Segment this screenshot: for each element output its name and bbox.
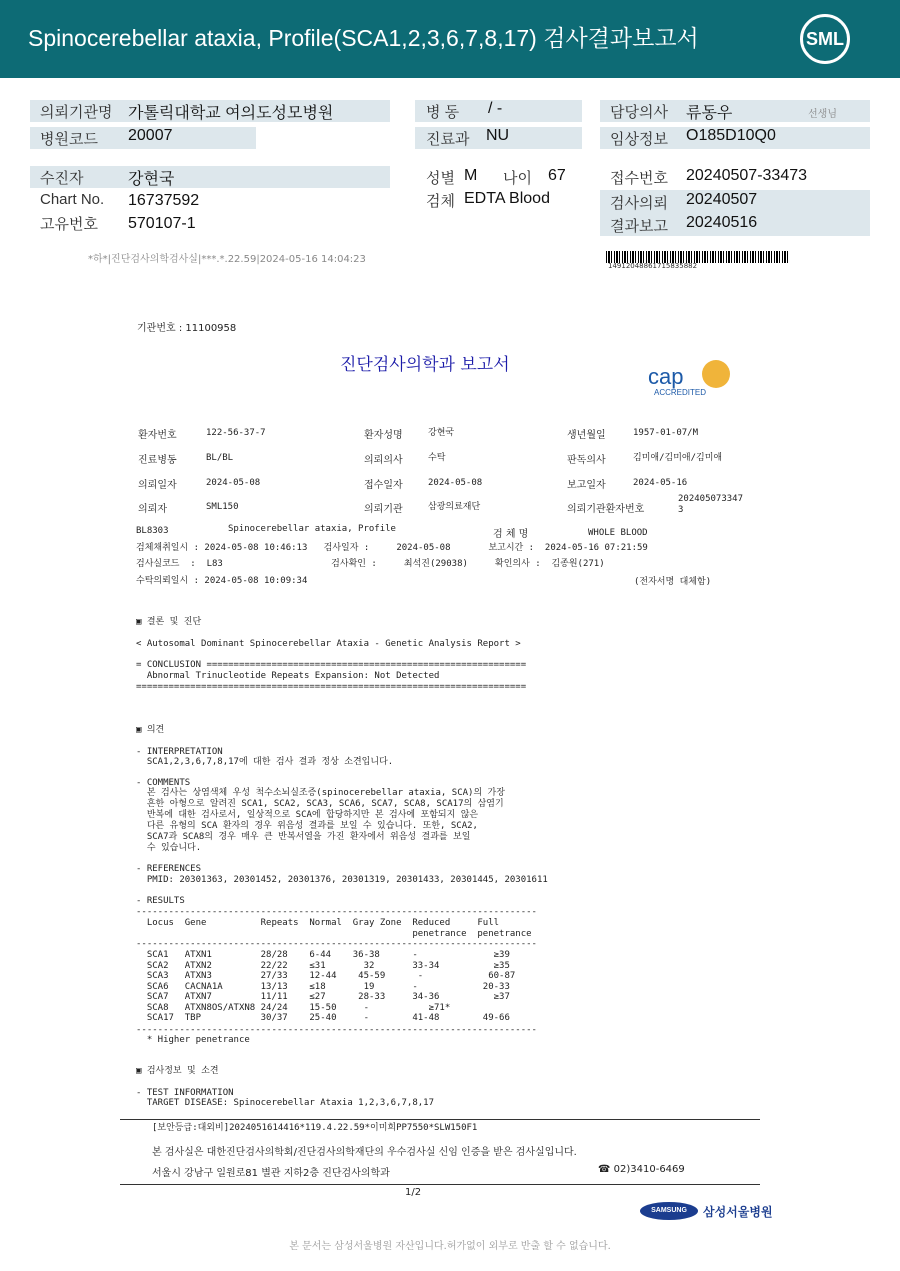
- comment-line: 다른 유형의 SCA 환자의 경우 위음성 결과를 보일 수 있습니다. 또한, SCA2,: [136, 821, 478, 831]
- footer-note: 본 문서는 삼성서울병원 자산입니다.허가없이 외부로 반출 할 수 없습니다.: [289, 1241, 611, 1252]
- table-row: SCA8 ATXN8OS/ATXN8 24/24 15-50 - ≥71*: [136, 1002, 451, 1013]
- comments-head: - COMMENTS: [136, 778, 191, 788]
- info-value: 2024-05-16: [633, 478, 688, 488]
- inst-number: 기관번호 : 11100958: [137, 323, 237, 334]
- interp-head: - INTERPRETATION: [136, 747, 223, 757]
- meta-line-2: 검사실코드 : L83 검사확인 : 최석진(29038) 확인의사 : 김종원(271): [136, 559, 605, 569]
- table-rule-mid: --------------------------------------------------------------------------: [136, 939, 537, 949]
- info-value: 삼광의료재단: [428, 502, 481, 512]
- table-rule-bottom: --------------------------------------------------------------------------: [136, 1025, 537, 1035]
- comment-line: 반복에 대한 검사로서, 일상적으로 SCA에 합당하지만 본 검사에 포함되지 않은: [136, 810, 479, 820]
- info-label: 의뢰일자: [138, 480, 177, 491]
- inst-value: 가톨릭대학교 여의도성모병원: [128, 105, 334, 122]
- page-title: Spinocerebellar ataxia, Profile(SCA1,2,3,6,7,8,17) 검사결과보고서: [28, 25, 699, 51]
- cap-sub: ACCREDITED: [654, 388, 707, 397]
- results-head: - RESULTS: [136, 896, 185, 906]
- info-label: 환자성명: [364, 430, 403, 441]
- inst-label: 의뢰기관명: [40, 104, 113, 121]
- info-value: 202405073347 3: [678, 494, 744, 515]
- section-conclusion: ▣ 결론 및 진단: [136, 617, 202, 627]
- code-value: 20007: [128, 127, 173, 144]
- table-row: SCA6 CACNA1A 13/13 ≤18 19 - 20-33: [136, 981, 510, 992]
- info-label: 보고일자: [567, 480, 606, 491]
- chart-value: 16737592: [128, 192, 200, 209]
- doc-label: 담당의사: [610, 104, 668, 121]
- table-rule-top: --------------------------------------------------------------------------: [136, 907, 537, 917]
- sml-logo: SML: [800, 14, 850, 64]
- table-row: SCA17 TBP 30/37 25-40 - 41-48 49-66: [136, 1013, 510, 1023]
- references-text: PMID: 20301363, 20301452, 20301376, 20301319, 20301433, 20301445, 20301611: [136, 875, 548, 885]
- cap-text: cap: [648, 364, 684, 389]
- samsung-hospital-name: 삼성서울병원: [703, 1205, 773, 1219]
- page-number: 1/2: [405, 1187, 422, 1198]
- spec-value: EDTA Blood: [464, 190, 550, 207]
- sex-label: 성별: [426, 170, 455, 187]
- cap-logo: [646, 356, 736, 398]
- info-value: BL/BL: [206, 453, 234, 463]
- age-value: 67: [548, 167, 566, 184]
- footer-rule-top: [120, 1119, 760, 1120]
- security-line: [보안등급:대외비]2024051614416*119.4.22.59*이미희PP7550*SLW150F1: [152, 1123, 478, 1133]
- meta-line-1: 검체채취일시 : 2024-05-08 10:46:13 검사일자 : 2024-05-08 보고시간 : 2024-05-16 07:21:59: [136, 543, 648, 553]
- table-row: SCA2 ATXN2 22/22 ≤31 32 33-34 ≥35: [136, 960, 510, 971]
- clin-value: O185D10Q0: [686, 127, 776, 144]
- doc-suffix: 선생님: [808, 109, 837, 120]
- conclusion-line-1: = CONCLUSION ===========================================================: [136, 660, 527, 670]
- comment-line: 본 검사는 상염색체 우성 척수소뇌실조증(spinocerebellar ataxia, SCA)의 가장: [136, 788, 505, 798]
- recv-label: 접수번호: [610, 170, 668, 187]
- table-row: SCA3 ATXN3 27/33 12-44 45-59 - 60-87: [136, 971, 516, 981]
- test-name: Spinocerebellar ataxia, Profile: [228, 524, 396, 534]
- header-bar: [0, 0, 900, 78]
- stamp-line: *하*|진단검사의학검사실|***.*.22.59|2024-05-16 14:04:23: [88, 254, 366, 265]
- info-label: 의뢰기관환자번호: [567, 504, 645, 515]
- info-value: SML150: [206, 502, 239, 512]
- sex-value: M: [464, 167, 478, 184]
- info-label: 접수일자: [364, 480, 403, 491]
- doc-value: 류동우: [686, 105, 733, 122]
- spec-label: 검체: [426, 193, 455, 210]
- info-value: 강현국: [428, 428, 455, 438]
- test-info-head: - TEST INFORMATION: [136, 1088, 234, 1098]
- info-value: 수탁: [428, 453, 446, 463]
- info-value: 김미애/김미애/김미애: [633, 453, 723, 463]
- info-value: 122-56-37-7: [206, 428, 266, 438]
- code-label: 병원코드: [40, 131, 98, 148]
- barcode-text: 14912048861715835882: [608, 262, 698, 270]
- rep-value: 20240516: [686, 214, 758, 231]
- recv-value: 20240507-33473: [686, 167, 808, 184]
- comment-line: SCA7과 SCA8의 경우 매우 큰 반복서열을 가진 환자에서 위음성 결과를 보일: [136, 832, 471, 842]
- spec-name-value: WHOLE BLOOD: [588, 528, 648, 538]
- spec-name-label: 검 체 명: [493, 529, 529, 540]
- genetic-title: < Autosomal Dominant Spinocerebellar Ataxia - Genetic Analysis Report >: [136, 639, 521, 649]
- conclusion-line-2: Abnormal Trinucleotide Repeats Expansion: Not Detected: [136, 671, 440, 681]
- cert-text: 본 검사실은 대한진단검사의학회/진단검사의학재단의 우수검사실 신임 인증을 받은 검사실입니다.: [152, 1147, 577, 1158]
- chart-label: Chart No.: [40, 191, 105, 208]
- interp-text: SCA1,2,3,6,7,8,17에 대한 검사 결과 정상 소견입니다.: [136, 757, 394, 767]
- comment-line: 수 있습니다.: [136, 843, 202, 853]
- meta-line-3: 수탁의뢰일시 : 2024-05-08 10:09:34: [136, 576, 308, 586]
- ward-value: / -: [488, 100, 503, 117]
- rep-label: 결과보고: [610, 218, 668, 235]
- dept-value: NU: [486, 127, 510, 144]
- info-label: 생년월일: [567, 430, 606, 441]
- footer-rule-bottom: [120, 1184, 760, 1185]
- conclusion-line-3: ========================================================================: [136, 682, 527, 692]
- patient-value: 강현국: [128, 171, 175, 188]
- test-code: BL8303: [136, 526, 169, 536]
- report-title: 진단검사의학과 보고서: [340, 355, 510, 375]
- patient-box: [30, 166, 390, 188]
- ward-label: 병 동: [426, 104, 460, 121]
- info-label: 환자번호: [138, 430, 177, 441]
- dept-label: 진료과: [426, 131, 470, 148]
- section-opinion: ▣ 의견: [136, 725, 165, 735]
- info-label: 판독의사: [567, 455, 606, 466]
- lab-phone: ☎ 02)3410-6469: [598, 1164, 685, 1175]
- clin-label: 임상정보: [610, 131, 668, 148]
- id-value: 570107-1: [128, 215, 196, 232]
- table-row: SCA7 ATXN7 11/11 ≤27 28-33 34-36 ≥37: [136, 992, 510, 1002]
- samsung-logo: SAMSUNG: [640, 1202, 698, 1220]
- info-value: 2024-05-08: [206, 478, 261, 488]
- esign-note: (전자서명 대체함): [634, 577, 712, 587]
- id-label: 고유번호: [40, 216, 98, 233]
- table-row: SCA1 ATXN1 28/28 6-44 36-38 - ≥39: [136, 950, 510, 960]
- info-label: 의뢰의사: [364, 455, 403, 466]
- req-value: 20240507: [686, 191, 758, 208]
- info-value: 2024-05-08: [428, 478, 483, 488]
- lab-address: 서울시 강남구 일원로81 별관 지하2층 진단검사의학과: [152, 1168, 390, 1179]
- section-test-info: ▣ 검사정보 및 소견: [136, 1066, 219, 1076]
- info-label: 의뢰자: [138, 504, 167, 515]
- req-label: 검사의뢰: [610, 195, 668, 212]
- comment-line: 흔한 아형으로 알려진 SCA1, SCA2, SCA3, SCA6, SCA7, SCA8, SCA17의 삼염기: [136, 799, 504, 809]
- info-label: 진료병동: [138, 455, 177, 466]
- info-label: 의뢰기관: [364, 504, 403, 515]
- patient-label: 수진자: [40, 170, 84, 187]
- target-disease: TARGET DISEASE: Spinocerebellar Ataxia 1,2,3,6,7,8,17: [136, 1098, 435, 1108]
- references-head: - REFERENCES: [136, 864, 202, 874]
- info-value: 1957-01-07/M: [633, 428, 699, 438]
- footnote: * Higher penetrance: [136, 1035, 250, 1045]
- results-table-header: Locus Gene Repeats Normal Gray Zone Reduced Full penetrance penetrance: [146, 918, 532, 939]
- age-label: 나이: [503, 170, 532, 187]
